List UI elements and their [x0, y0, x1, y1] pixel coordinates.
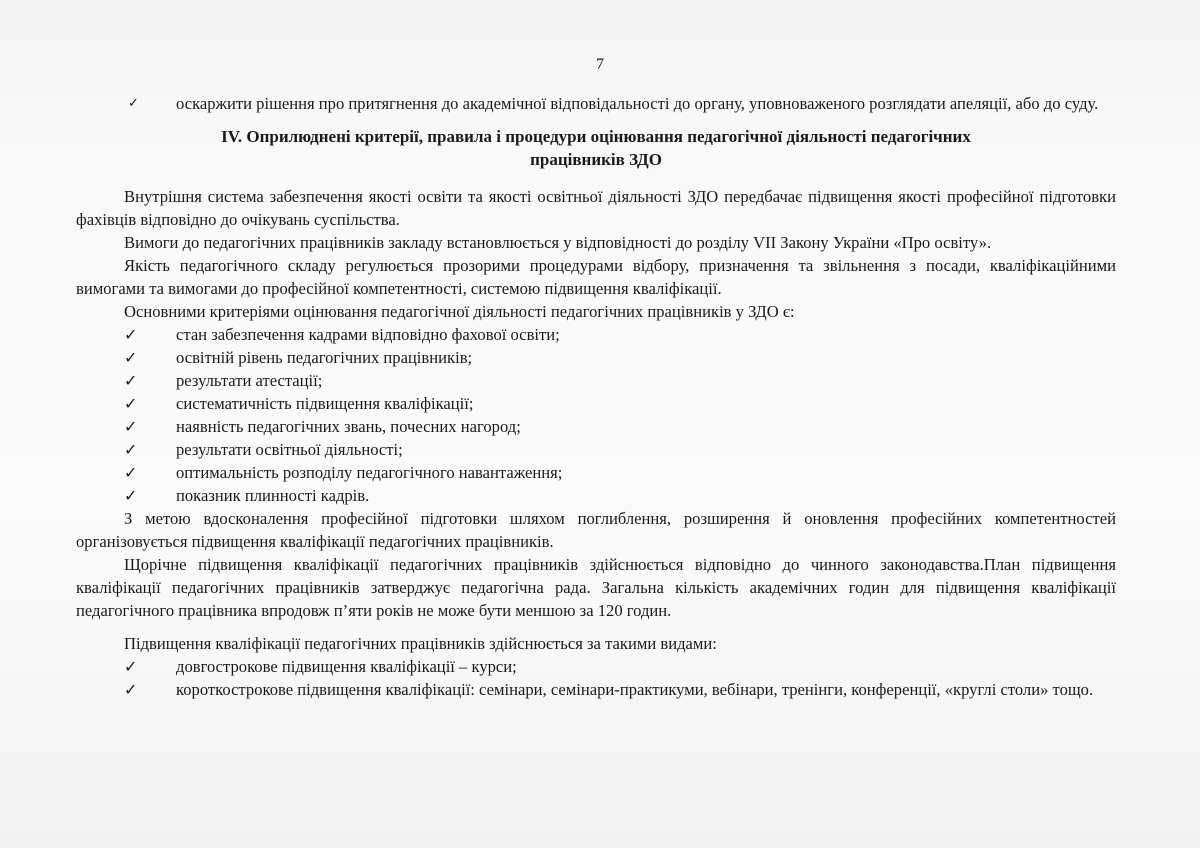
document-body [76, 92, 1116, 701]
section-heading-line-1: IV. Оприлюднені критерії, правила і процедури оцінювання педагогічної діяльності педагогічних [221, 127, 971, 146]
paragraph-improvement-goal: З метою вдосконалення професійної підготовки шляхом поглиблення, розширення й оновлення професійних компетентностей організовується підвищення кваліфікації педагогічних працівників. [76, 509, 1116, 551]
spacer [76, 622, 1116, 632]
checkmark-icon: ✓ [124, 394, 138, 413]
list-item: ✓ результати освітньої діяльності; [124, 440, 403, 459]
checkmark-icon: ✓ [124, 657, 138, 676]
paragraph-training-types-intro: Підвищення кваліфікації педагогічних працівників здійснюється за такими видами: [124, 634, 717, 653]
training-types-list [76, 655, 1116, 701]
section-heading [76, 125, 1116, 171]
list-item: ✓ стан забезпечення кадрами відповідно фахової освіти; [124, 325, 560, 344]
list-item-text: оскаржити рішення про притягнення до академічної відповідальності до органу, уповноваженого розглядати апеляції, або до суду. [176, 94, 1099, 113]
checkmark-icon: ✓ [124, 680, 138, 699]
list-item: ✓ результати атестації; [124, 371, 323, 390]
checkmark-icon: ✓ [124, 348, 138, 367]
list-item: ✓ систематичність підвищення кваліфікації; [124, 394, 474, 413]
list-item: ✓ показник плинності кадрів. [124, 486, 370, 505]
list-item: ✓ освітній рівень педагогічних працівників; [124, 348, 473, 367]
checkmark-icon: ✓ [124, 440, 138, 459]
checkmark-icon: ✓ [124, 463, 138, 482]
list-item: ✓ оптимальність розподілу педагогічного навантаження; [124, 463, 563, 482]
checkmark-icon: ✓ [124, 486, 138, 505]
paragraph-quality-system: Внутрішня система забезпечення якості освіти та якості освітньої діяльності ЗДО передбачає підвищення якості професійної підготовки фахівців відповідно до очікувань суспільства. [76, 187, 1116, 229]
checkmark-icon: ✓ [124, 417, 138, 436]
section-heading-line-2: працівників ЗДО [530, 150, 662, 169]
paragraph-staff-quality: Якість педагогічного складу регулюється прозорими процедурами відбору, призначення та звільнення з посади, кваліфікаційними вимогами та вимогами до професійної компетентності, системою підвищення кваліфікації. [76, 256, 1116, 298]
checkmark-icon: ✓ [124, 371, 138, 390]
list-item: ✓ довгострокове підвищення кваліфікації – курси; [124, 657, 517, 676]
page-number: 7 [596, 56, 604, 73]
paragraph-criteria-intro: Основними критеріями оцінювання педагогічної діяльності педагогічних працівників у ЗДО є: [124, 302, 795, 321]
list-item: ✓ короткострокове підвищення кваліфікації: семінари, семінари-практикуми, вебінари, тренінги, конференції, «круглі столи» тощо. [124, 680, 1094, 699]
list-item-appeal [76, 92, 1116, 115]
checkmark-icon: ✓ [124, 325, 138, 344]
checkmark-icon: ✓ [128, 96, 139, 111]
paragraph-annual-training: Щорічне підвищення кваліфікації педагогічних працівників здійснюється відповідно до чинного законодавства.План підвищення кваліфікації педагогічних працівників затверджує педагогічна рада. Загальна кількість академічних годин для підвищення кваліфікації педагогічного працівника впродовж п’яти років не може бути меншою за 120 годин. [76, 555, 1116, 620]
criteria-list [76, 323, 1116, 507]
paragraph-requirements: Вимоги до педагогічних працівників закладу встановлюється у відповідності до розділу VII Закону України «Про освіту». [124, 233, 992, 252]
list-item: ✓ наявність педагогічних звань, почесних нагород; [124, 417, 521, 436]
